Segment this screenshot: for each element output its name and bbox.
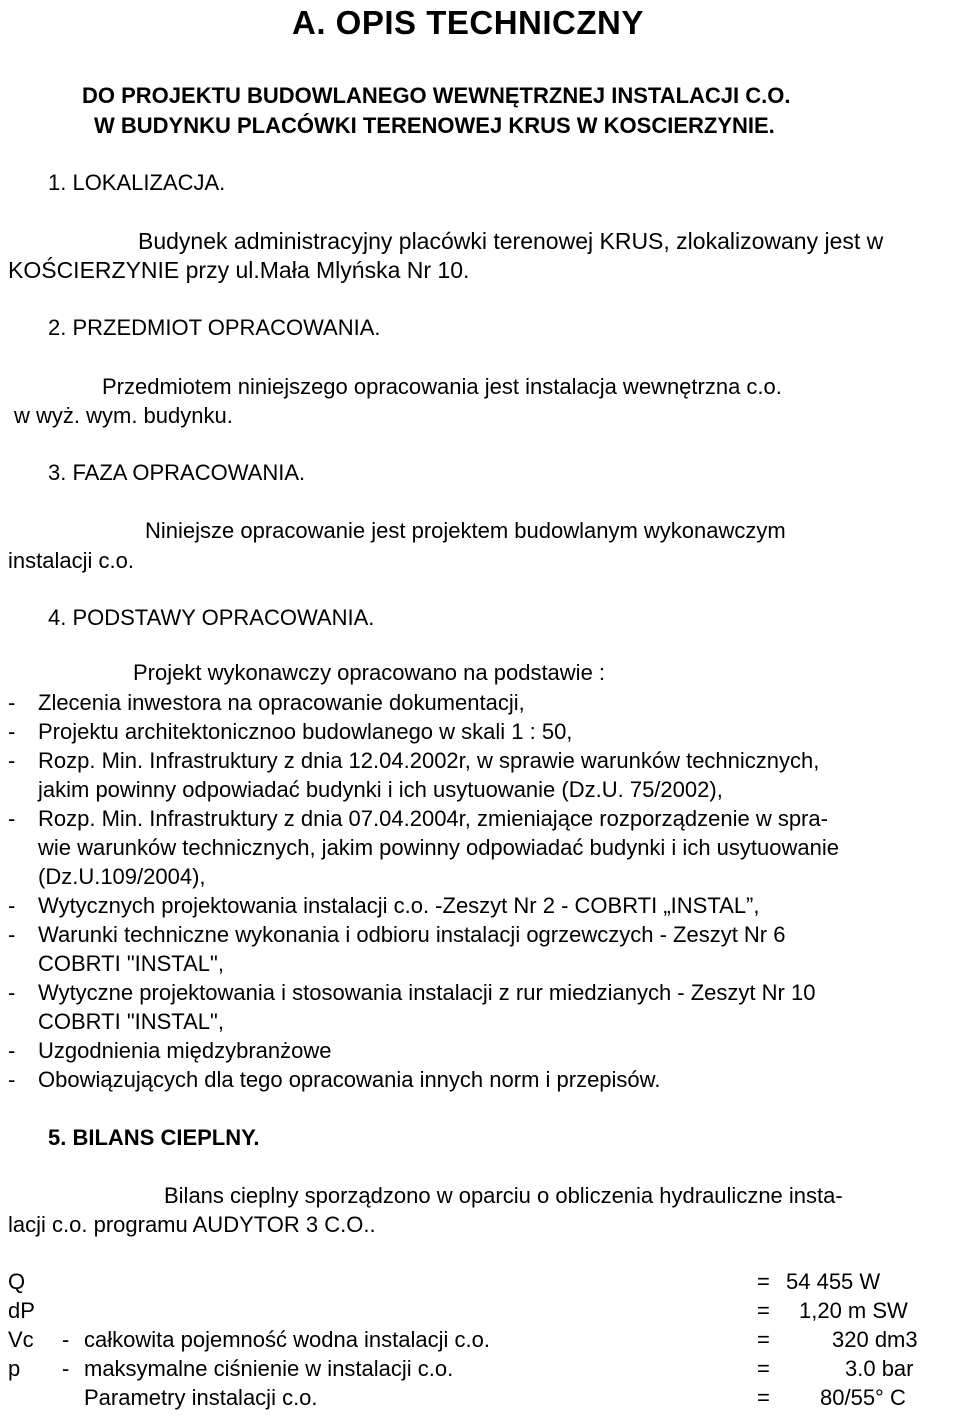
list-dash: - <box>8 922 16 947</box>
balance-dash: - <box>62 1327 70 1352</box>
list-dash: - <box>8 980 16 1005</box>
list-dash: - <box>8 806 16 831</box>
balance-row <box>0 1327 960 1355</box>
balance-value: 3.0 bar <box>845 1356 914 1381</box>
section-2-line-2: w wyż. wym. budynku. <box>14 403 233 428</box>
section-1-line-2: KOŚCIERZYNIE przy ul.Mała Mlyńska Nr 10. <box>8 257 470 283</box>
list-item-text: COBRTI "INSTAL", <box>38 1009 224 1034</box>
balance-equals: = <box>757 1327 770 1352</box>
list-item <box>0 719 960 747</box>
section-1-line-1: Budynek administracyjny placówki terenowej KRUS, zlokalizowany jest w <box>138 228 884 254</box>
list-item-continuation <box>0 835 960 863</box>
list-item <box>0 748 960 776</box>
list-item-text: Uzgodnienia międzybranżowe <box>38 1038 332 1063</box>
balance-description: Parametry instalacji c.o. <box>84 1385 318 1410</box>
balance-equals: = <box>757 1356 770 1381</box>
list-item-text: Projektu architektonicznoo budowlanego w skali 1 : 50, <box>38 719 573 744</box>
list-item <box>0 893 960 921</box>
section-3-line-2: instalacji c.o. <box>8 548 134 573</box>
list-item-continuation <box>0 951 960 979</box>
balance-value: 80/55° C <box>820 1385 906 1410</box>
section-5-line-1: Bilans cieplny sporządzono w oparciu o obliczenia hydrauliczne insta- <box>164 1183 843 1208</box>
balance-symbol: Vc <box>8 1327 34 1352</box>
list-item-text: Rozp. Min. Infrastruktury z dnia 07.04.2004r, zmieniające rozporządzenie w spra- <box>38 806 828 831</box>
list-item-continuation <box>0 1009 960 1037</box>
list-item-text: Zlecenia inwestora na opracowanie dokumentacji, <box>38 690 525 715</box>
list-item-continuation <box>0 777 960 805</box>
section-2-heading: 2. PRZEDMIOT OPRACOWANIA. <box>48 315 381 340</box>
balance-symbol: p <box>8 1356 21 1381</box>
balance-description: maksymalne ciśnienie w instalacji c.o. <box>84 1356 454 1381</box>
list-item-text: Rozp. Min. Infrastruktury z dnia 12.04.2002r, w sprawie warunków technicznych, <box>38 748 820 773</box>
balance-row <box>0 1385 960 1413</box>
list-item <box>0 922 960 950</box>
section-3-heading: 3. FAZA OPRACOWANIA. <box>48 460 306 485</box>
balance-row <box>0 1269 960 1297</box>
balance-equals: = <box>757 1385 770 1410</box>
section-5-heading: 5. BILANS CIEPLNY. <box>48 1125 260 1150</box>
list-dash: - <box>8 1067 16 1092</box>
balance-symbol: Q <box>8 1269 26 1294</box>
balance-value: 54 455 W <box>786 1269 881 1294</box>
list-dash: - <box>8 719 16 744</box>
balance-symbol: dP <box>8 1298 35 1323</box>
section-3-line-1: Niniejsze opracowanie jest projektem budowlanym wykonawczym <box>145 518 786 543</box>
list-item-text: (Dz.U.109/2004), <box>38 864 206 889</box>
list-dash: - <box>8 893 16 918</box>
list-item <box>0 1038 960 1066</box>
subtitle-line-1: DO PROJEKTU BUDOWLANEGO WEWNĘTRZNEJ INSTALACJI C.O. <box>82 83 791 108</box>
section-1-heading: 1. LOKALIZACJA. <box>48 170 226 195</box>
list-dash: - <box>8 690 16 715</box>
list-dash: - <box>8 1038 16 1063</box>
balance-row <box>0 1298 960 1326</box>
list-item-text: COBRTI "INSTAL", <box>38 951 224 976</box>
list-dash: - <box>8 748 16 773</box>
list-item-text: Wytycznych projektowania instalacji c.o. -Zeszyt Nr 2 - COBRTI „INSTAL”, <box>38 893 760 918</box>
balance-dash: - <box>62 1356 70 1381</box>
section-2-line-1: Przedmiotem niniejszego opracowania jest instalacja wewnętrzna c.o. <box>102 374 782 399</box>
list-item-text: Wytyczne projektowania i stosowania instalacji z rur miedzianych - Zeszyt Nr 10 <box>38 980 816 1005</box>
section-4-heading: 4. PODSTAWY OPRACOWANIA. <box>48 605 375 630</box>
list-item-text: wie warunków technicznych, jakim powinny odpowiadać budynki i ich usytuowanie <box>38 835 839 860</box>
list-item <box>0 690 960 718</box>
balance-row <box>0 1356 960 1384</box>
list-item <box>0 1067 960 1095</box>
balance-value: 1,20 m SW <box>799 1298 908 1323</box>
list-item <box>0 980 960 1008</box>
list-item-text: Obowiązujących dla tego opracowania innych norm i przepisów. <box>38 1067 661 1092</box>
list-item-text: jakim powinny odpowiadać budynki i ich usytuowanie (Dz.U. 75/2002), <box>38 777 723 802</box>
balance-equals: = <box>757 1269 770 1294</box>
list-item <box>0 806 960 834</box>
list-item-text: Warunki techniczne wykonania i odbioru instalacji ogrzewczych - Zeszyt Nr 6 <box>38 922 786 947</box>
balance-value: 320 dm3 <box>832 1327 918 1352</box>
balance-equals: = <box>757 1298 770 1323</box>
balance-description: całkowita pojemność wodna instalacji c.o. <box>84 1327 490 1352</box>
subtitle-line-2: W BUDYNKU PLACÓWKI TERENOWEJ KRUS W KOSCIERZYNIE. <box>94 113 775 138</box>
document-title: A. OPIS TECHNICZNY <box>292 4 644 41</box>
section-5-line-2: lacji c.o. programu AUDYTOR 3 C.O.. <box>8 1212 376 1237</box>
section-4-intro: Projekt wykonawczy opracowano na podstawie : <box>133 660 606 685</box>
list-item-continuation <box>0 864 960 892</box>
